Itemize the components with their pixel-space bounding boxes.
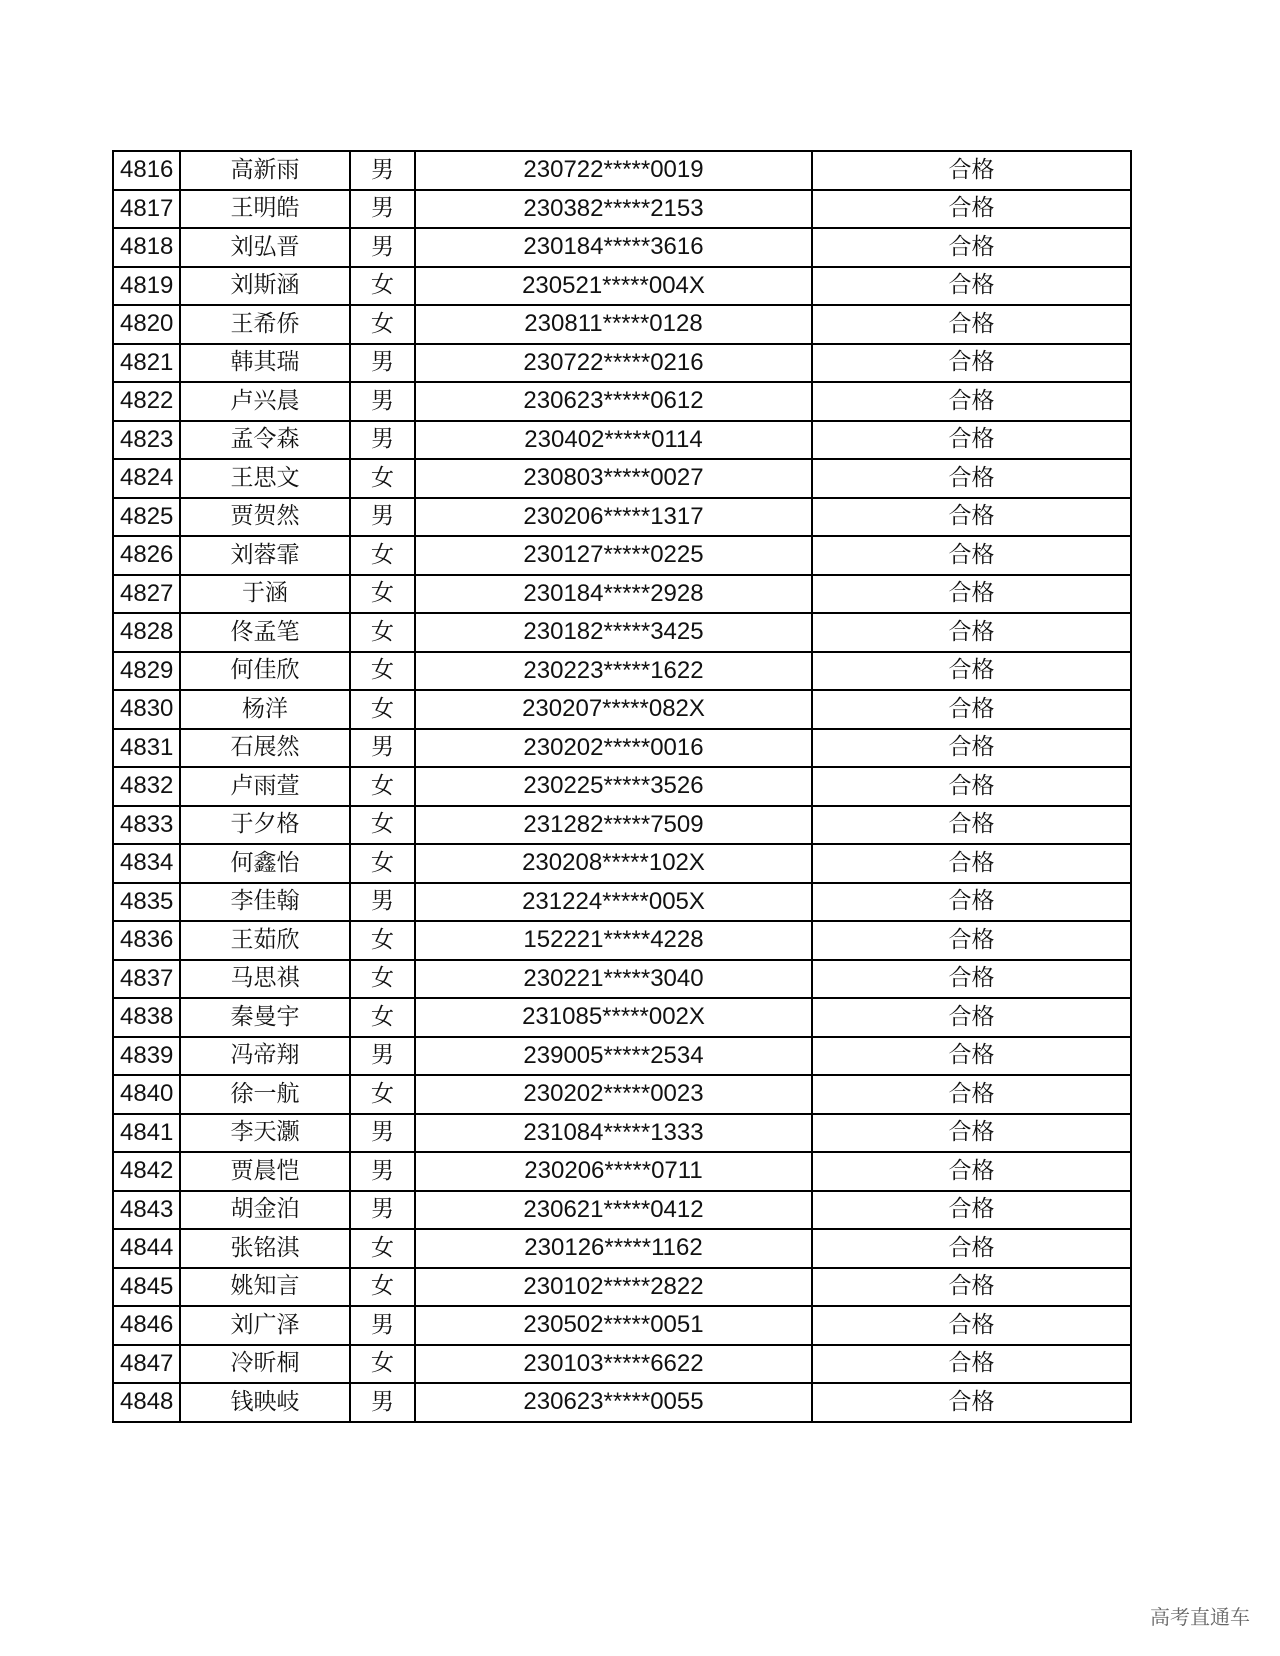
candidate-gender: 男 (350, 498, 415, 537)
candidate-id-number: 230184*****2928 (415, 575, 812, 614)
candidate-id-number: 231224*****005X (415, 883, 812, 922)
candidate-id-number: 231085*****002X (415, 998, 812, 1037)
candidate-id-number: 230521*****004X (415, 267, 812, 306)
table-row (113, 1229, 1131, 1268)
exam-result: 合格 (812, 344, 1131, 383)
exam-result: 合格 (812, 1114, 1131, 1153)
row-number: 4823 (113, 421, 180, 460)
candidate-id-number: 152221*****4228 (415, 921, 812, 960)
exam-result: 合格 (812, 1383, 1131, 1422)
table-row (113, 1114, 1131, 1153)
candidate-gender: 女 (350, 806, 415, 845)
candidate-gender: 女 (350, 1229, 415, 1268)
candidate-gender: 男 (350, 228, 415, 267)
table-row (113, 1191, 1131, 1230)
table-row (113, 729, 1131, 768)
candidate-name: 王思文 (180, 459, 350, 498)
candidate-id-number: 230382*****2153 (415, 190, 812, 229)
exam-result: 合格 (812, 1191, 1131, 1230)
candidate-id-number: 230202*****0016 (415, 729, 812, 768)
exam-result: 合格 (812, 960, 1131, 999)
candidate-name: 徐一航 (180, 1075, 350, 1114)
candidate-gender: 男 (350, 1306, 415, 1345)
row-number: 4830 (113, 690, 180, 729)
table-row (113, 1152, 1131, 1191)
row-number: 4836 (113, 921, 180, 960)
candidate-gender: 女 (350, 613, 415, 652)
table-row (113, 305, 1131, 344)
candidate-gender: 女 (350, 960, 415, 999)
row-number: 4826 (113, 536, 180, 575)
table-row (113, 1345, 1131, 1384)
table-row (113, 228, 1131, 267)
candidate-id-number: 230182*****3425 (415, 613, 812, 652)
table-row (113, 498, 1131, 537)
candidate-gender: 女 (350, 690, 415, 729)
candidate-gender: 男 (350, 1152, 415, 1191)
exam-result: 合格 (812, 613, 1131, 652)
candidate-gender: 男 (350, 344, 415, 383)
exam-result: 合格 (812, 1268, 1131, 1307)
row-number: 4818 (113, 228, 180, 267)
row-number: 4816 (113, 151, 180, 190)
candidate-name: 姚知言 (180, 1268, 350, 1307)
candidate-name: 王明皓 (180, 190, 350, 229)
row-number: 4827 (113, 575, 180, 614)
candidate-id-number: 230184*****3616 (415, 228, 812, 267)
table-row (113, 1075, 1131, 1114)
row-number: 4817 (113, 190, 180, 229)
candidate-gender: 男 (350, 190, 415, 229)
table-row (113, 1306, 1131, 1345)
row-number: 4820 (113, 305, 180, 344)
candidate-gender: 男 (350, 421, 415, 460)
watermark-text: 高考直通车 (1150, 1605, 1250, 1629)
table-row (113, 267, 1131, 306)
row-number: 4838 (113, 998, 180, 1037)
table-row (113, 844, 1131, 883)
candidate-id-number: 230225*****3526 (415, 767, 812, 806)
candidate-name: 马思祺 (180, 960, 350, 999)
candidate-name: 刘弘晋 (180, 228, 350, 267)
candidate-gender: 女 (350, 1345, 415, 1384)
exam-result: 合格 (812, 1037, 1131, 1076)
candidate-name: 张铭淇 (180, 1229, 350, 1268)
exam-result: 合格 (812, 998, 1131, 1037)
candidate-id-number: 230722*****0019 (415, 151, 812, 190)
candidate-gender: 女 (350, 459, 415, 498)
candidate-id-number: 230102*****2822 (415, 1268, 812, 1307)
candidate-gender: 男 (350, 1114, 415, 1153)
row-number: 4834 (113, 844, 180, 883)
candidate-gender: 女 (350, 652, 415, 691)
candidate-gender: 女 (350, 305, 415, 344)
results-table (112, 150, 1132, 1423)
candidate-gender: 男 (350, 382, 415, 421)
table-row (113, 382, 1131, 421)
exam-result: 合格 (812, 767, 1131, 806)
table-row (113, 1268, 1131, 1307)
exam-result: 合格 (812, 382, 1131, 421)
candidate-gender: 女 (350, 767, 415, 806)
table-row (113, 1037, 1131, 1076)
table-row (113, 652, 1131, 691)
exam-result: 合格 (812, 1345, 1131, 1384)
exam-result: 合格 (812, 690, 1131, 729)
row-number: 4845 (113, 1268, 180, 1307)
candidate-id-number: 230206*****1317 (415, 498, 812, 537)
candidate-id-number: 230206*****0711 (415, 1152, 812, 1191)
row-number: 4842 (113, 1152, 180, 1191)
candidate-id-number: 230221*****3040 (415, 960, 812, 999)
table-row (113, 998, 1131, 1037)
candidate-id-number: 239005*****2534 (415, 1037, 812, 1076)
exam-result: 合格 (812, 228, 1131, 267)
candidate-name: 贾晨恺 (180, 1152, 350, 1191)
table-row (113, 883, 1131, 922)
candidate-id-number: 230803*****0027 (415, 459, 812, 498)
candidate-gender: 女 (350, 844, 415, 883)
row-number: 4837 (113, 960, 180, 999)
candidate-id-number: 230103*****6622 (415, 1345, 812, 1384)
exam-result: 合格 (812, 1075, 1131, 1114)
candidate-gender: 男 (350, 729, 415, 768)
candidate-name: 高新雨 (180, 151, 350, 190)
row-number: 4828 (113, 613, 180, 652)
row-number: 4835 (113, 883, 180, 922)
exam-result: 合格 (812, 536, 1131, 575)
row-number: 4821 (113, 344, 180, 383)
results-table-body (113, 151, 1131, 1422)
row-number: 4841 (113, 1114, 180, 1153)
row-number: 4832 (113, 767, 180, 806)
exam-result: 合格 (812, 575, 1131, 614)
candidate-gender: 女 (350, 267, 415, 306)
candidate-gender: 女 (350, 1075, 415, 1114)
candidate-name: 冯帝翔 (180, 1037, 350, 1076)
table-row (113, 190, 1131, 229)
table-row (113, 344, 1131, 383)
candidate-name: 李佳翰 (180, 883, 350, 922)
table-row (113, 921, 1131, 960)
candidate-id-number: 230811*****0128 (415, 305, 812, 344)
candidate-name: 李天灏 (180, 1114, 350, 1153)
candidate-name: 何鑫怡 (180, 844, 350, 883)
candidate-id-number: 231084*****1333 (415, 1114, 812, 1153)
table-row (113, 690, 1131, 729)
candidate-name: 于夕格 (180, 806, 350, 845)
table-row (113, 151, 1131, 190)
exam-result: 合格 (812, 652, 1131, 691)
candidate-id-number: 230623*****0055 (415, 1383, 812, 1422)
table-row (113, 459, 1131, 498)
row-number: 4824 (113, 459, 180, 498)
row-number: 4819 (113, 267, 180, 306)
candidate-name: 秦曼宇 (180, 998, 350, 1037)
exam-result: 合格 (812, 921, 1131, 960)
table-row (113, 575, 1131, 614)
row-number: 4822 (113, 382, 180, 421)
row-number: 4848 (113, 1383, 180, 1422)
exam-result: 合格 (812, 1229, 1131, 1268)
candidate-name: 刘蓉霏 (180, 536, 350, 575)
candidate-gender: 女 (350, 575, 415, 614)
candidate-name: 冷昕桐 (180, 1345, 350, 1384)
row-number: 4847 (113, 1345, 180, 1384)
exam-result: 合格 (812, 151, 1131, 190)
table-row (113, 421, 1131, 460)
row-number: 4825 (113, 498, 180, 537)
row-number: 4846 (113, 1306, 180, 1345)
exam-result: 合格 (812, 1306, 1131, 1345)
candidate-id-number: 230126*****1162 (415, 1229, 812, 1268)
candidate-gender: 女 (350, 536, 415, 575)
table-row (113, 767, 1131, 806)
table-row (113, 960, 1131, 999)
candidate-name: 钱映岐 (180, 1383, 350, 1422)
table-row (113, 613, 1131, 652)
exam-result: 合格 (812, 190, 1131, 229)
candidate-gender: 男 (350, 151, 415, 190)
candidate-id-number: 231282*****7509 (415, 806, 812, 845)
candidate-name: 佟孟笔 (180, 613, 350, 652)
candidate-gender: 男 (350, 1037, 415, 1076)
candidate-name: 刘广泽 (180, 1306, 350, 1345)
candidate-gender: 女 (350, 1268, 415, 1307)
exam-result: 合格 (812, 421, 1131, 460)
candidate-name: 王希侨 (180, 305, 350, 344)
candidate-id-number: 230722*****0216 (415, 344, 812, 383)
candidate-name: 卢雨萱 (180, 767, 350, 806)
candidate-id-number: 230127*****0225 (415, 536, 812, 575)
candidate-name: 韩其瑞 (180, 344, 350, 383)
exam-result: 合格 (812, 267, 1131, 306)
row-number: 4843 (113, 1191, 180, 1230)
candidate-gender: 男 (350, 883, 415, 922)
candidate-name: 何佳欣 (180, 652, 350, 691)
candidate-name: 孟令森 (180, 421, 350, 460)
candidate-name: 杨洋 (180, 690, 350, 729)
row-number: 4844 (113, 1229, 180, 1268)
exam-result: 合格 (812, 729, 1131, 768)
candidate-id-number: 230502*****0051 (415, 1306, 812, 1345)
candidate-gender: 男 (350, 1191, 415, 1230)
candidate-name: 刘斯涵 (180, 267, 350, 306)
table-row (113, 536, 1131, 575)
candidate-id-number: 230402*****0114 (415, 421, 812, 460)
candidate-name: 王茹欣 (180, 921, 350, 960)
exam-result: 合格 (812, 305, 1131, 344)
row-number: 4829 (113, 652, 180, 691)
candidate-id-number: 230621*****0412 (415, 1191, 812, 1230)
row-number: 4831 (113, 729, 180, 768)
candidate-id-number: 230202*****0023 (415, 1075, 812, 1114)
row-number: 4840 (113, 1075, 180, 1114)
candidate-name: 石展然 (180, 729, 350, 768)
exam-result: 合格 (812, 1152, 1131, 1191)
candidate-id-number: 230208*****102X (415, 844, 812, 883)
candidate-gender: 女 (350, 998, 415, 1037)
row-number: 4839 (113, 1037, 180, 1076)
exam-result: 合格 (812, 498, 1131, 537)
candidate-name: 于涵 (180, 575, 350, 614)
candidate-gender: 女 (350, 921, 415, 960)
candidate-id-number: 230223*****1622 (415, 652, 812, 691)
table-row (113, 806, 1131, 845)
row-number: 4833 (113, 806, 180, 845)
candidate-name: 贾贺然 (180, 498, 350, 537)
table-row (113, 1383, 1131, 1422)
candidate-gender: 男 (350, 1383, 415, 1422)
exam-result: 合格 (812, 844, 1131, 883)
candidate-name: 胡金泊 (180, 1191, 350, 1230)
candidate-name: 卢兴晨 (180, 382, 350, 421)
exam-result: 合格 (812, 883, 1131, 922)
candidate-id-number: 230623*****0612 (415, 382, 812, 421)
candidate-id-number: 230207*****082X (415, 690, 812, 729)
exam-result: 合格 (812, 459, 1131, 498)
exam-result: 合格 (812, 806, 1131, 845)
